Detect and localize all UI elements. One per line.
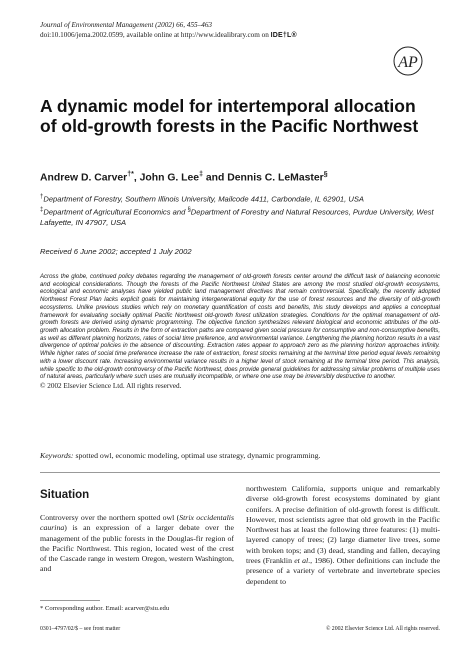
keywords: [40, 451, 440, 461]
author-separator: ,: [133, 172, 137, 184]
section-heading: Situation: [40, 489, 90, 501]
body-text: Controversy over the northern spotted owl (: [40, 513, 180, 522]
article-title: A dynamic model for intertemporal allocation of old-growth forests in the Pacific Northwest: [40, 96, 419, 136]
affiliations: [40, 192, 440, 228]
journal-header: [40, 21, 380, 40]
body-paragraph: [40, 513, 234, 575]
citation-etal: et al: [294, 556, 309, 566]
affiliation-1: [40, 192, 440, 205]
journal-citation: Journal of Environmental Management (2002) 66, 455–463: [40, 21, 213, 29]
ap-logo-text: AP: [398, 54, 418, 71]
body-text: northwestern California, supports unique and remarkably diverse old-growth forest ecosystems dominated by giant conifers. A precise definition of old-growth forest is difficult. However, most scientists agree that old growth in the Pacific Northwest has at least the following three features: (1) multi-layered canopy of trees; (2) large diameter live trees, some with broken tops; and (3) dead, standing and fallen, decaying trees (Franklin: [246, 484, 440, 566]
author-name: Dennis C. LeMaster: [227, 172, 324, 184]
received-dates: Received 6 June 2002; accepted 1 July 2002: [40, 247, 192, 256]
affiliation-mark: ‡: [40, 206, 44, 213]
author-name: John G. Lee: [139, 172, 200, 184]
author-marks: §: [323, 171, 328, 178]
body-column-left: [40, 513, 234, 575]
abstract-text: Across the globe, continued policy debates regarding the management of old-growth forests center around the difficult task of balancing economic and ecological considerations. Though the forests of the Pacific Northwest United States are among the most studied old-growth ecosystems, ecological and economic analyses have yielded public land management directives that remain controversial. Specifically, the recently adopted Northwest Forest Plan lacks explicit goals for maintaining intergenerational equity for the use of forest resources and the diversity of old-growth ecosystems. Unlike previous studies which rely on monetary quantification of costs and benefits, this study develops and applies a conceptual framework for evaluating socially optimal Pacific Northwest old-growth forest utilization strategies. Conditions for the optimal management of old-growth forests are derived using dynamic programming. The objective function synthesizes relevant biological and economic attributes of the old-growth allocation problem. Results in the form of extraction paths are compared given social pressure for consumptive and non-consumptive benefits, as well as different planning horizons, rates of social time preference, and environmental variance. Lengthening the planning horizon results in a vast divergence of optimal policies in the absence of discounting. Extraction rates appear to approach zero as the planning horizon approaches infinity. While higher rates of social time preference increase the rate of extraction, forest stocks remaining at the terminal time period equal levels remaining with a lower discount rate. Increasing environmental variance results in a higher level of stock remaining at the terminal time period. This analysis, while specific to the old-growth controversy of the Pacific Northwest, does provide general guidelines for addressing similar problems of multiple uses of natural areas, particularly where such uses are mutually incompatible, or where one use may be irreversibly destructive to another.: [40, 274, 440, 381]
affiliation-text: Department of Forestry, Southern Illinois University, Mailcode 4411, Carbondale, IL 62901, USA: [43, 194, 364, 204]
body-text: ., 1986). Other definitions can include the presence of a variety of vertebrate and invertebrate species dependent to: [246, 556, 440, 586]
footnote-divider: [40, 600, 100, 601]
doi-line: [40, 31, 380, 41]
keywords-label: Keywords:: [40, 451, 74, 460]
author-list: [40, 168, 440, 184]
author-marks: †*: [127, 171, 134, 178]
body-column-right: [246, 484, 440, 587]
affiliation-mark: †: [40, 194, 44, 200]
affiliation-text: Department of Forestry and Natural Resources, Purdue University, West Lafayette, IN 47907, USA: [40, 207, 434, 227]
ideal-mark: IDE†L®: [270, 31, 297, 39]
species-name: Strix occidentalis caurina: [40, 513, 234, 533]
abstract-copyright: © 2002 Elsevier Science Ltd. All rights reserved.: [40, 382, 182, 391]
corresponding-author-footnote: * Corresponding author. Email: acarver@siu.edu: [40, 605, 170, 612]
keywords-text: spotted owl, economic modeling, optimal use strategy, dynamic programming.: [75, 451, 321, 460]
footer-copyright: © 2002 Elsevier Science Ltd. All rights reserved.: [325, 626, 440, 632]
author-marks: ‡: [199, 171, 203, 178]
body-paragraph: [246, 484, 440, 587]
author-name: Andrew D. Carver: [40, 172, 128, 184]
affiliation-mark: §: [187, 206, 191, 213]
body-text: ) is an expression of a larger debate over the management of the public forests in the Douglas-fir region of the Pacific Northwest. This region, located west of the crest of the Cascade range in western Oregon, western Washington, and: [40, 523, 234, 574]
affiliation-text: Department of Agricultural Economics and: [43, 207, 186, 217]
doi-text: doi:10.1006/jema.2002.0599, available online at http://www.idealibrary.com on: [40, 30, 269, 39]
front-matter-code: 0301–4797/02/$ – see front matter: [40, 626, 121, 632]
ap-publisher-logo-icon: [393, 46, 423, 76]
divider: [40, 472, 440, 473]
abstract: [40, 274, 440, 391]
author-and: and: [205, 172, 225, 184]
affiliation-2: [40, 205, 440, 228]
